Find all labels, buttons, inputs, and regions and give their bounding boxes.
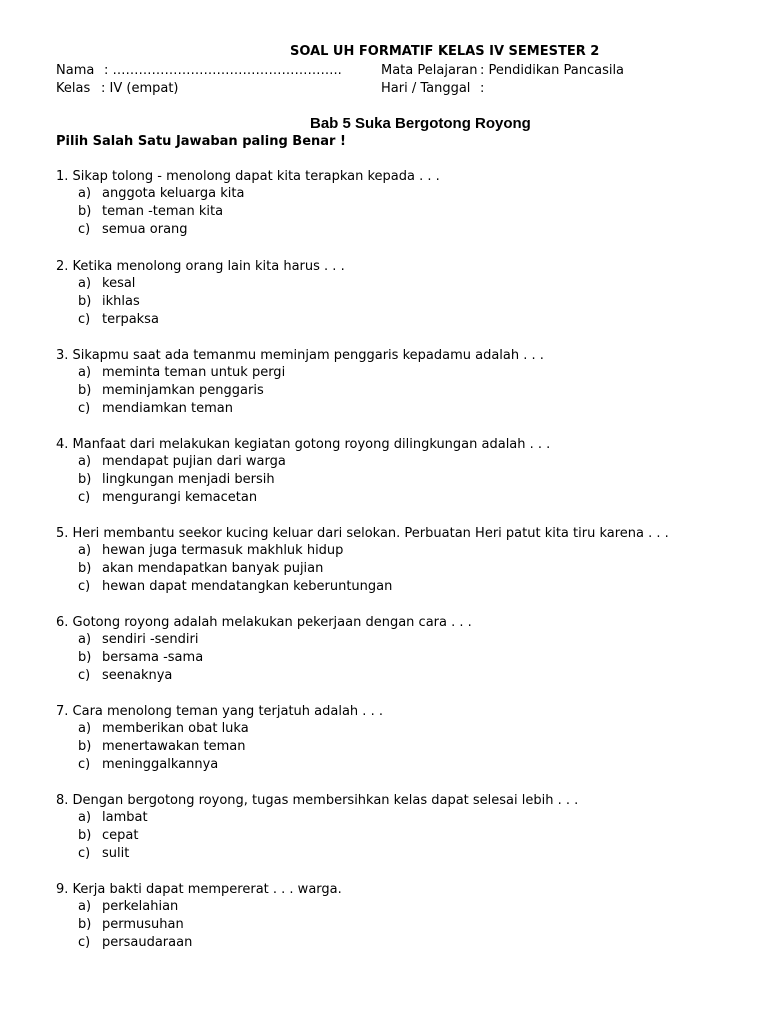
question-text: 7. Cara menolong teman yang terjatuh adalah . . .: [56, 704, 383, 719]
question-text: 9. Kerja bakti dapat mempererat . . . warga.: [56, 882, 342, 897]
option-letter: c): [78, 667, 91, 683]
option-text: sulit: [102, 845, 130, 861]
nama-field: : ……………………………………………..: [104, 63, 342, 78]
option-text: semua orang: [102, 221, 188, 237]
question-7: [56, 703, 746, 773]
document-title: SOAL UH FORMATIF KELAS IV SEMESTER 2: [290, 44, 600, 59]
option-text: perkelahian: [102, 899, 179, 914]
option-letter: a): [78, 276, 92, 291]
answer-option-c[interactable]: [56, 400, 746, 418]
answer-option-a[interactable]: [56, 898, 746, 916]
question-2: [56, 258, 746, 328]
option-text: hewan juga termasuk makhluk hidup: [102, 543, 344, 558]
option-letter: a): [78, 454, 92, 469]
option-text: sendiri -sendiri: [102, 632, 199, 647]
answer-option-c[interactable]: [56, 667, 746, 685]
answer-option-b[interactable]: [56, 560, 746, 578]
answer-option-b[interactable]: [56, 738, 746, 756]
answer-option-b[interactable]: [56, 649, 746, 667]
answer-option-a[interactable]: [56, 720, 746, 738]
option-letter: b): [78, 827, 92, 843]
question-text: 3. Sikapmu saat ada temanmu meminjam penggaris kepadamu adalah . . .: [56, 348, 544, 363]
option-letter: b): [78, 560, 92, 576]
answer-option-c[interactable]: [56, 934, 746, 952]
option-text: lingkungan menjadi bersih: [102, 471, 275, 487]
question-text: 8. Dengan bergotong royong, tugas membersihkan kelas dapat selesai lebih . . .: [56, 793, 579, 808]
answer-option-a[interactable]: [56, 275, 746, 293]
kelas-label: Kelas: [56, 81, 91, 96]
answer-option-b[interactable]: [56, 293, 746, 311]
option-text: kesal: [102, 276, 136, 291]
option-letter: a): [78, 186, 92, 201]
option-letter: b): [78, 649, 92, 665]
answer-option-c[interactable]: [56, 845, 746, 863]
answer-option-a[interactable]: [56, 631, 746, 649]
question-text: 5. Heri membantu seekor kucing keluar dari selokan. Perbuatan Heri patut kita tiru karena . . .: [56, 526, 669, 541]
option-letter: b): [78, 916, 92, 932]
mata-pelajaran-label: Mata Pelajaran: [381, 63, 478, 78]
option-text: mengurangi kemacetan: [102, 489, 258, 505]
option-letter: a): [78, 899, 92, 914]
answer-option-a[interactable]: [56, 185, 746, 203]
option-text: menertawakan teman: [102, 738, 246, 754]
answer-option-b[interactable]: [56, 382, 746, 400]
nama-label: Nama: [56, 63, 95, 78]
answer-option-b[interactable]: [56, 916, 746, 934]
option-letter: c): [78, 756, 91, 772]
option-text: anggota keluarga kita: [102, 186, 245, 201]
question-5: [56, 525, 746, 595]
option-text: permusuhan: [102, 916, 184, 932]
option-text: mendapat pujian dari warga: [102, 454, 286, 469]
hari-tanggal-value: :: [480, 81, 485, 96]
option-text: meminta teman untuk pergi: [102, 365, 286, 380]
chapter-title: Bab 5 Suka Bergotong Royong: [310, 115, 531, 132]
option-text: ikhlas: [102, 293, 140, 309]
instruction-text: Pilih Salah Satu Jawaban paling Benar !: [56, 134, 346, 149]
answer-option-a[interactable]: [56, 364, 746, 382]
question-6: [56, 614, 746, 684]
answer-option-c[interactable]: [56, 489, 746, 507]
option-letter: c): [78, 489, 91, 505]
answer-option-b[interactable]: [56, 827, 746, 845]
option-letter: a): [78, 365, 92, 380]
question-text: 1. Sikap tolong - menolong dapat kita terapkan kepada . . .: [56, 169, 440, 184]
question-8: [56, 792, 746, 862]
question-text: 4. Manfaat dari melakukan kegiatan gotong royong dilingkungan adalah . . .: [56, 437, 551, 452]
option-text: bersama -sama: [102, 649, 204, 665]
question-1: [56, 168, 746, 238]
option-letter: c): [78, 934, 91, 950]
answer-option-c[interactable]: [56, 221, 746, 239]
answer-option-c[interactable]: [56, 756, 746, 774]
option-text: lambat: [102, 810, 148, 825]
option-letter: c): [78, 221, 91, 237]
option-text: terpaksa: [102, 311, 159, 327]
option-letter: b): [78, 293, 92, 309]
answer-option-c[interactable]: [56, 311, 746, 329]
option-letter: b): [78, 382, 92, 398]
answer-option-a[interactable]: [56, 809, 746, 827]
question-4: [56, 436, 746, 506]
option-text: memberikan obat luka: [102, 721, 249, 736]
kelas-value: : IV (empat): [101, 81, 179, 96]
option-letter: c): [78, 845, 91, 861]
option-letter: a): [78, 632, 92, 647]
option-letter: b): [78, 738, 92, 754]
answer-option-b[interactable]: [56, 203, 746, 221]
answer-option-a[interactable]: [56, 542, 746, 560]
option-letter: c): [78, 578, 91, 594]
option-text: meminjamkan penggaris: [102, 382, 264, 398]
answer-option-b[interactable]: [56, 471, 746, 489]
answer-option-a[interactable]: [56, 453, 746, 471]
option-letter: a): [78, 721, 92, 736]
answer-option-c[interactable]: [56, 578, 746, 596]
option-letter: c): [78, 400, 91, 416]
option-letter: a): [78, 810, 92, 825]
option-letter: a): [78, 543, 92, 558]
option-letter: c): [78, 311, 91, 327]
hari-tanggal-label: Hari / Tanggal: [381, 81, 471, 96]
option-text: hewan dapat mendatangkan keberuntungan: [102, 578, 393, 594]
option-text: teman -teman kita: [102, 203, 224, 219]
question-text: 2. Ketika menolong orang lain kita harus . . .: [56, 259, 345, 274]
option-text: persaudaraan: [102, 934, 193, 950]
question-3: [56, 347, 746, 417]
option-text: seenaknya: [102, 667, 173, 683]
option-text: cepat: [102, 827, 139, 843]
question-text: 6. Gotong royong adalah melakukan pekerjaan dengan cara . . .: [56, 615, 472, 630]
option-text: meninggalkannya: [102, 756, 219, 772]
option-letter: b): [78, 471, 92, 487]
option-text: akan mendapatkan banyak pujian: [102, 560, 324, 576]
question-9: [56, 881, 746, 951]
mata-pelajaran-value: : Pendidikan Pancasila: [480, 63, 625, 78]
option-letter: b): [78, 203, 92, 219]
option-text: mendiamkan teman: [102, 400, 233, 416]
